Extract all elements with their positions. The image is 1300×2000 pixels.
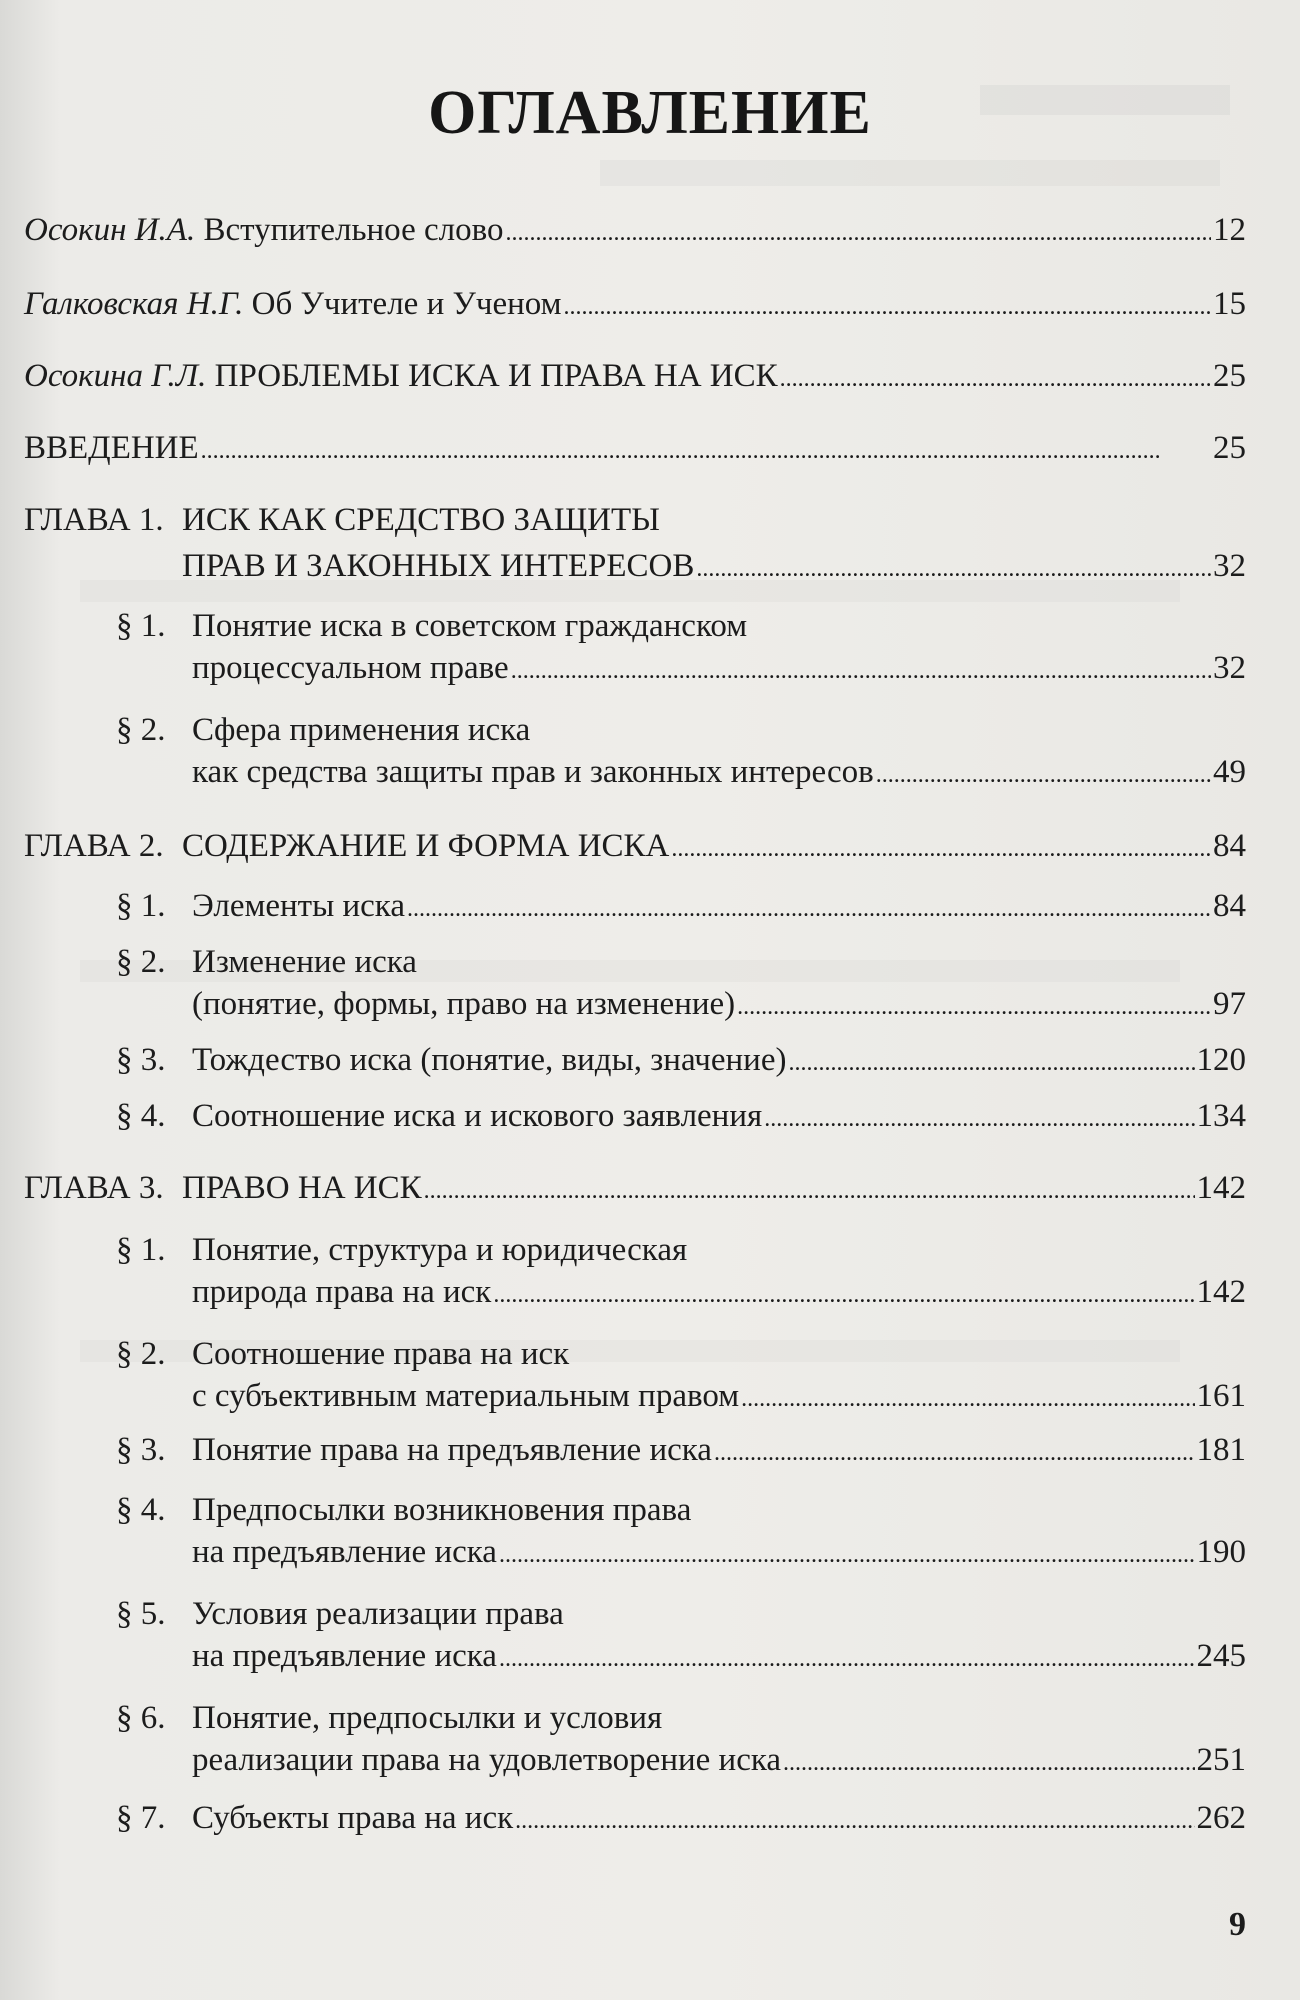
dot-leader [564,284,1212,324]
section-title: Соотношение права на иск [192,1336,570,1372]
toc-page-number: 190 [1196,1534,1246,1570]
toc-page-number: 120 [1196,1042,1246,1078]
dot-leader [505,210,1211,250]
toc-page-number: 251 [1196,1742,1246,1778]
toc-page-number: 161 [1196,1378,1246,1414]
chapter-title: ИСК КАК СРЕДСТВО ЗАЩИТЫ [182,502,660,538]
chapter-heading[interactable] [24,1168,1246,1208]
dot-leader [499,1636,1195,1676]
chapter-title: СОДЕРЖАНИЕ И ФОРМА ИСКА [182,828,670,864]
section-heading[interactable] [116,1698,662,1738]
toc-page-number: 25 [1213,430,1246,466]
toc-page-number: 25 [1213,358,1246,394]
show-through-texture [600,160,1220,186]
section-title: Субъекты права на иск [192,1800,514,1836]
section-title: как средства защиты прав и законных интересов [192,754,874,790]
dot-leader [780,356,1211,396]
toc-entry-title: Об Учителе и Ученом [243,286,562,322]
toc-author: Галковская Н.Г. [24,286,244,322]
dot-leader [788,1040,1194,1080]
toc-page-number: 84 [1213,828,1246,864]
section-heading-continuation[interactable] [192,1636,1246,1676]
section-heading[interactable] [116,1798,1246,1838]
section-number: § 1. [116,1232,166,1268]
section-heading[interactable] [116,606,747,646]
toc-page-number: 32 [1213,548,1246,584]
dot-leader [714,1430,1195,1470]
toc-page-number: 84 [1213,888,1246,924]
toc-entry-title: Вступительное слово [195,212,504,248]
section-title: процессуальном праве [192,650,509,686]
toc-entry[interactable] [24,356,1246,396]
dot-leader [424,1168,1195,1208]
page-title: ОГЛАВЛЕНИЕ [428,79,872,147]
section-number: § 7. [116,1800,166,1836]
page-number: 9 [1229,1906,1246,1943]
section-heading[interactable] [116,1490,691,1530]
section-heading[interactable] [116,886,1246,926]
dot-leader [783,1740,1194,1780]
toc-entry[interactable] [24,210,1246,250]
toc-page-number: 97 [1213,986,1246,1022]
section-title: Понятие иска в советском гражданском [192,608,748,644]
dot-leader [671,826,1211,866]
section-title: Понятие, структура и юридическая [192,1232,688,1268]
toc-page-number: 12 [1213,212,1246,248]
chapter-label: ГЛАВА 1. [24,502,164,538]
section-title: с субъективным материальным правом [192,1378,740,1414]
section-heading[interactable] [116,1096,1246,1136]
section-heading-continuation[interactable] [192,752,1246,792]
section-number: § 1. [116,888,166,924]
toc-page-number: 142 [1196,1274,1246,1310]
section-number: § 5. [116,1596,166,1632]
section-heading-continuation[interactable] [192,984,1246,1024]
dot-leader [741,1376,1194,1416]
section-title: реализации права на удовлетворение иска [192,1742,782,1778]
section-title: Изменение иска [192,944,417,980]
chapter-heading[interactable] [24,826,1246,866]
dot-leader [737,984,1211,1024]
section-heading[interactable] [116,1334,569,1374]
section-heading-continuation[interactable] [192,1272,1246,1312]
section-title: природа права на иск [192,1274,492,1310]
section-heading[interactable] [116,1230,687,1270]
section-title: на предъявление иска [192,1534,497,1570]
section-heading-continuation[interactable] [192,1376,1246,1416]
section-heading[interactable] [116,710,530,750]
toc-page-number: 142 [1196,1170,1246,1206]
section-number: § 2. [116,712,166,748]
dot-leader [201,428,1211,468]
section-title: Соотношение иска и искового заявления [192,1098,763,1134]
toc-page-number: 49 [1213,754,1246,790]
section-number: § 3. [116,1432,166,1468]
section-number: § 1. [116,608,166,644]
section-number: § 2. [116,944,166,980]
dot-leader [511,648,1211,688]
section-heading-continuation[interactable] [192,648,1246,688]
section-number: § 4. [116,1098,166,1134]
chapter-label: ГЛАВА 3. [24,1170,164,1206]
dot-leader [876,752,1211,792]
chapter-heading-continuation[interactable] [182,546,1246,586]
toc-page-number: 262 [1196,1800,1246,1836]
section-number: § 6. [116,1700,166,1736]
section-heading[interactable] [116,942,417,982]
dot-leader [493,1272,1194,1312]
section-title: Понятие права на предъявление иска [192,1432,712,1468]
dot-leader [515,1798,1194,1838]
chapter-label: ГЛАВА 2. [24,828,164,864]
toc-entry[interactable] [24,284,1246,324]
section-title: (понятие, формы, право на изменение) [192,986,736,1022]
section-title: Сфера применения иска [192,712,531,748]
section-title: Тождество иска (понятие, виды, значение) [192,1042,787,1078]
section-title: Понятие, предпосылки и условия [192,1700,663,1736]
toc-page-number: 15 [1213,286,1246,322]
section-heading-continuation[interactable] [192,1740,1246,1780]
toc-author: Осокина Г.Л. [24,358,207,394]
toc-entry-title: ВВЕДЕНИЕ [24,430,199,466]
dot-leader [764,1096,1194,1136]
section-heading[interactable] [116,1040,1246,1080]
section-title: Условия реализации права [192,1596,564,1632]
dot-leader [407,886,1211,926]
section-title: на предъявление иска [192,1638,497,1674]
chapter-heading[interactable] [24,500,660,540]
section-number: § 4. [116,1492,166,1528]
section-number: § 2. [116,1336,166,1372]
toc-author: Осокин И.А. [24,212,196,248]
section-heading[interactable] [116,1594,564,1634]
toc-entry-title: ПРОБЛЕМЫ ИСКА И ПРАВА НА ИСК [206,358,778,394]
section-title: Предпосылки возникновения права [192,1492,692,1528]
section-heading-continuation[interactable] [192,1532,1246,1572]
toc-page-number: 181 [1196,1432,1246,1468]
section-heading[interactable] [116,1430,1246,1470]
chapter-title: ПРАВО НА ИСК [182,1170,422,1206]
dot-leader [499,1532,1195,1572]
dot-leader [696,546,1211,586]
section-title: Элементы иска [192,888,405,924]
toc-page-number: 32 [1213,650,1246,686]
toc-page-number: 245 [1196,1638,1246,1674]
section-number: § 3. [116,1042,166,1078]
toc-entry[interactable] [24,428,1246,468]
chapter-title: ПРАВ И ЗАКОННЫХ ИНТЕРЕСОВ [182,548,695,584]
toc-page-number: 134 [1196,1098,1246,1134]
